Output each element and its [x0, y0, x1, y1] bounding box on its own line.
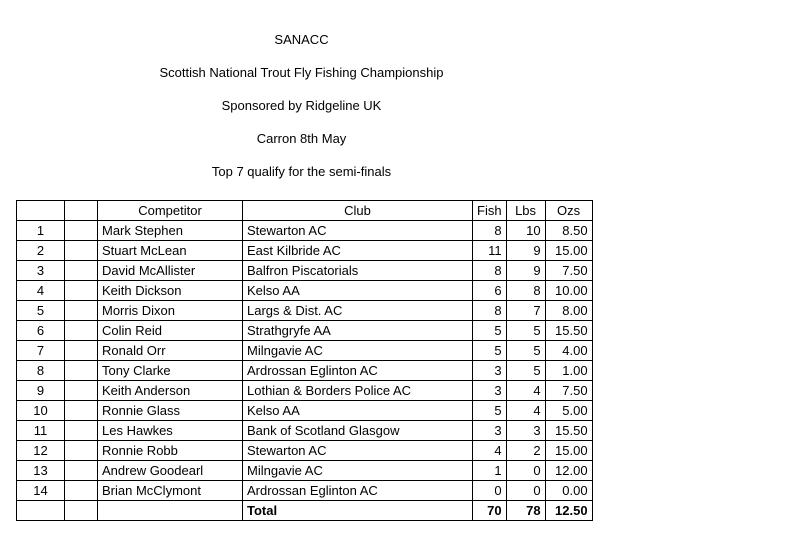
table-row [17, 381, 593, 401]
position-cell: 3 [17, 261, 65, 281]
header-fish: Fish [473, 201, 507, 221]
org-title: SANACC [274, 32, 329, 47]
lbs-cell: 10 [506, 221, 545, 241]
fish-cell: 6 [473, 281, 507, 301]
fish-cell: 3 [473, 421, 507, 441]
table-row [17, 441, 593, 461]
fish-cell: 1 [473, 461, 507, 481]
total-blank-cell [17, 501, 65, 521]
ozs-cell: 0.00 [545, 481, 592, 501]
position-cell: 2 [17, 241, 65, 261]
lbs-cell: 5 [506, 341, 545, 361]
position-cell: 6 [17, 321, 65, 341]
fish-cell: 0 [473, 481, 507, 501]
competitor-cell: Tony Clarke [98, 361, 243, 381]
lbs-cell: 5 [506, 361, 545, 381]
blank-cell [65, 241, 98, 261]
header-lbs: Lbs [506, 201, 545, 221]
ozs-cell: 10.00 [545, 281, 592, 301]
total-blank-cell [65, 501, 98, 521]
fish-cell: 3 [473, 381, 507, 401]
competitor-cell: Colin Reid [98, 321, 243, 341]
ozs-cell: 4.00 [545, 341, 592, 361]
club-cell: Lothian & Borders Police AC [243, 381, 473, 401]
blank-cell [65, 221, 98, 241]
header-position-cell [17, 201, 65, 221]
header-competitor: Competitor [98, 201, 243, 221]
table-header-row [17, 201, 593, 221]
blank-cell [65, 461, 98, 481]
blank-cell [65, 301, 98, 321]
ozs-cell: 8.00 [545, 301, 592, 321]
lbs-cell: 7 [506, 301, 545, 321]
table-row [17, 261, 593, 281]
venue-date-line: Carron 8th May [256, 131, 347, 146]
ozs-cell: 15.00 [545, 441, 592, 461]
blank-cell [65, 481, 98, 501]
table-row [17, 481, 593, 501]
position-cell: 9 [17, 381, 65, 401]
fish-cell: 5 [473, 321, 507, 341]
position-cell: 8 [17, 361, 65, 381]
blank-cell [65, 281, 98, 301]
lbs-cell: 4 [506, 381, 545, 401]
club-cell: Stewarton AC [243, 441, 473, 461]
club-cell: Milngavie AC [243, 461, 473, 481]
competitor-cell: Stuart McLean [98, 241, 243, 261]
lbs-cell: 0 [506, 461, 545, 481]
lbs-cell: 2 [506, 441, 545, 461]
competitor-cell: Mark Stephen [98, 221, 243, 241]
fish-cell: 5 [473, 401, 507, 421]
header-club: Club [243, 201, 473, 221]
ozs-cell: 15.00 [545, 241, 592, 261]
total-lbs: 78 [506, 501, 545, 521]
blank-cell [65, 441, 98, 461]
club-cell: East Kilbride AC [243, 241, 473, 261]
ozs-cell: 12.00 [545, 461, 592, 481]
fish-cell: 8 [473, 261, 507, 281]
competitor-cell: Keith Anderson [98, 381, 243, 401]
position-cell: 13 [17, 461, 65, 481]
results-table [16, 200, 593, 521]
fish-cell: 3 [473, 361, 507, 381]
table-row [17, 301, 593, 321]
club-cell: Kelso AA [243, 281, 473, 301]
position-cell: 1 [17, 221, 65, 241]
club-cell: Strathgryfe AA [243, 321, 473, 341]
lbs-cell: 9 [506, 241, 545, 261]
club-cell: Largs & Dist. AC [243, 301, 473, 321]
total-row [17, 501, 593, 521]
club-cell: Stewarton AC [243, 221, 473, 241]
sponsor-line: Sponsored by Ridgeline UK [221, 98, 382, 113]
competitor-cell: Brian McClymont [98, 481, 243, 501]
ozs-cell: 8.50 [545, 221, 592, 241]
table-row [17, 321, 593, 341]
position-cell: 10 [17, 401, 65, 421]
lbs-cell: 4 [506, 401, 545, 421]
ozs-cell: 7.50 [545, 381, 592, 401]
competitor-cell: Les Hawkes [98, 421, 243, 441]
lbs-cell: 3 [506, 421, 545, 441]
lbs-cell: 9 [506, 261, 545, 281]
blank-cell [65, 381, 98, 401]
ozs-cell: 1.00 [545, 361, 592, 381]
fish-cell: 8 [473, 301, 507, 321]
club-cell: Ardrossan Eglinton AC [243, 361, 473, 381]
table-row [17, 341, 593, 361]
ozs-cell: 5.00 [545, 401, 592, 421]
table-row [17, 361, 593, 381]
table-row [17, 461, 593, 481]
club-cell: Balfron Piscatorials [243, 261, 473, 281]
table-row [17, 221, 593, 241]
total-fish: 70 [473, 501, 507, 521]
competitor-cell: Ronald Orr [98, 341, 243, 361]
competitor-cell: Ronnie Glass [98, 401, 243, 421]
position-cell: 14 [17, 481, 65, 501]
position-cell: 4 [17, 281, 65, 301]
blank-cell [65, 361, 98, 381]
total-blank-cell [98, 501, 243, 521]
blank-cell [65, 401, 98, 421]
header-blank-cell [65, 201, 98, 221]
lbs-cell: 5 [506, 321, 545, 341]
ozs-cell: 15.50 [545, 321, 592, 341]
competitor-cell: Keith Dickson [98, 281, 243, 301]
total-ozs: 12.50 [545, 501, 592, 521]
table-row [17, 421, 593, 441]
ozs-cell: 15.50 [545, 421, 592, 441]
fish-cell: 4 [473, 441, 507, 461]
lbs-cell: 8 [506, 281, 545, 301]
table-row [17, 241, 593, 261]
header-ozs: Ozs [545, 201, 592, 221]
blank-cell [65, 321, 98, 341]
fish-cell: 8 [473, 221, 507, 241]
competitor-cell: Ronnie Robb [98, 441, 243, 461]
competitor-cell: Andrew Goodearl [98, 461, 243, 481]
blank-cell [65, 341, 98, 361]
position-cell: 5 [17, 301, 65, 321]
fish-cell: 11 [473, 241, 507, 261]
position-cell: 12 [17, 441, 65, 461]
club-cell: Kelso AA [243, 401, 473, 421]
position-cell: 11 [17, 421, 65, 441]
lbs-cell: 0 [506, 481, 545, 501]
ozs-cell: 7.50 [545, 261, 592, 281]
fish-cell: 5 [473, 341, 507, 361]
qualification-note: Top 7 qualify for the semi-finals [211, 164, 392, 179]
position-cell: 7 [17, 341, 65, 361]
club-cell: Ardrossan Eglinton AC [243, 481, 473, 501]
championship-title: Scottish National Trout Fly Fishing Championship [159, 65, 444, 80]
table-row [17, 281, 593, 301]
table-row [17, 401, 593, 421]
blank-cell [65, 261, 98, 281]
competitor-cell: Morris Dixon [98, 301, 243, 321]
competitor-cell: David McAllister [98, 261, 243, 281]
club-cell: Bank of Scotland Glasgow [243, 421, 473, 441]
blank-cell [65, 421, 98, 441]
total-label: Total [243, 501, 473, 521]
club-cell: Milngavie AC [243, 341, 473, 361]
